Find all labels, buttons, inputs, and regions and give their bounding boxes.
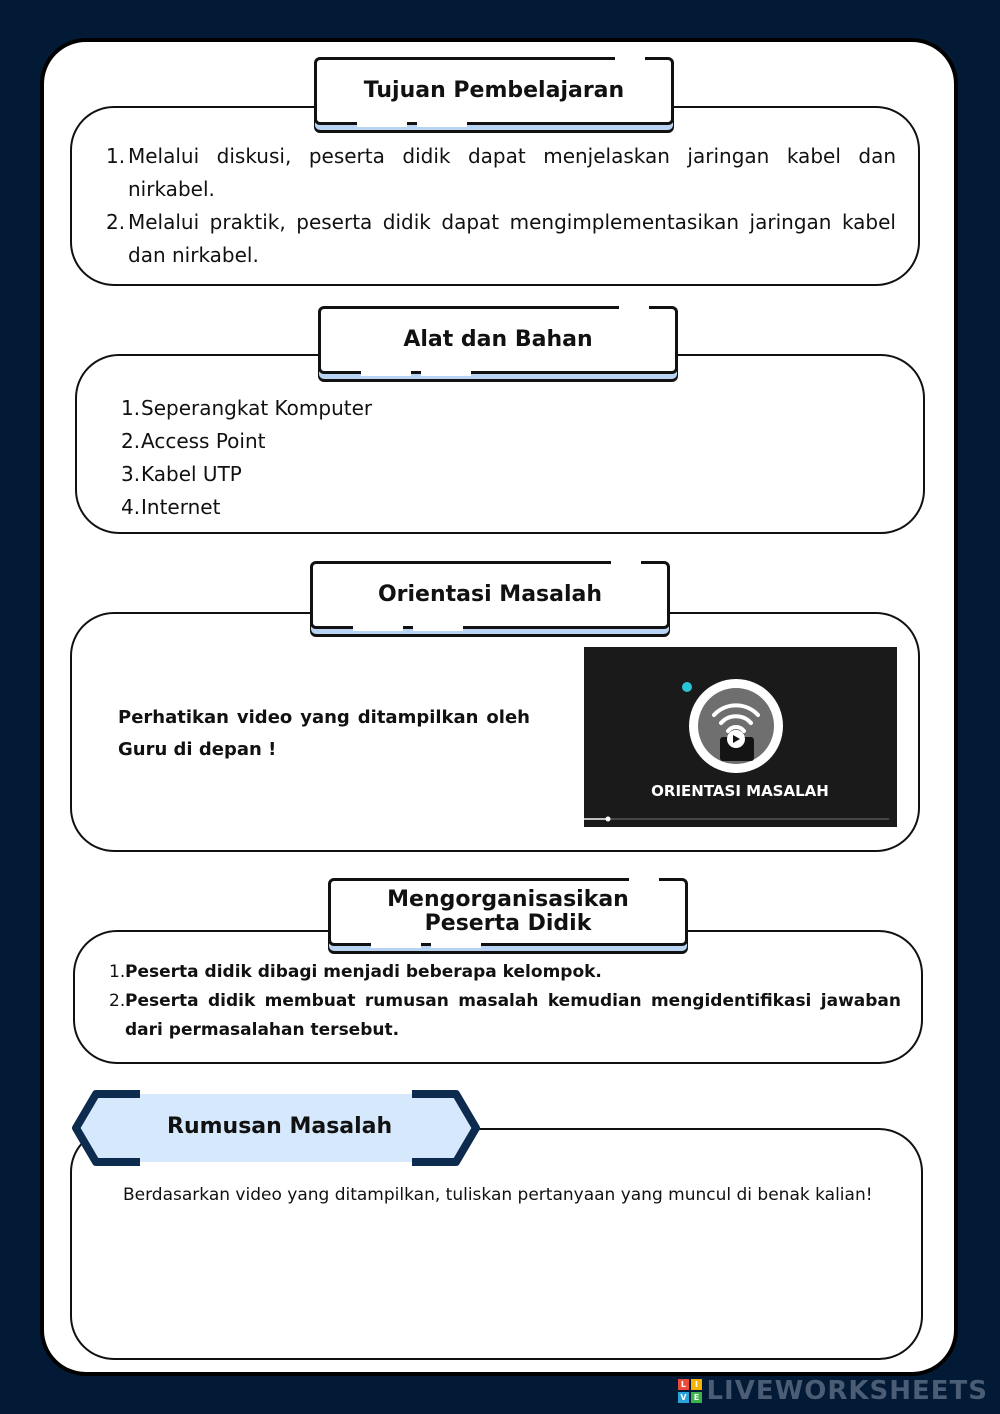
item-number: 1. (109, 962, 126, 982)
item-text: Seperangkat Komputer (141, 396, 373, 420)
list-item (109, 958, 901, 987)
organize-box (73, 930, 923, 1064)
objectives-title (314, 57, 674, 125)
list-item (121, 425, 621, 458)
organize-title-line2: Peserta Didik (424, 911, 592, 936)
list-item (106, 206, 896, 272)
item-text: Peserta didik membuat rumusan masalah kemudian mengidentifikasi jawaban dari permasalahan tersebut. (125, 991, 901, 1040)
item-number: 1. (106, 144, 126, 168)
item-number: 2. (109, 991, 126, 1011)
organize-list (109, 958, 901, 1045)
problem-answer-field[interactable] (112, 1220, 882, 1340)
item-number: 3. (121, 462, 141, 486)
video-frame (584, 647, 897, 827)
item-text: Melalui praktik, peserta didik dapat mengimplementasikan jaringan kabel dan nirkabel. (128, 210, 896, 267)
list-item (121, 392, 621, 425)
problem-formulation-title (72, 1090, 480, 1166)
objectives-title-text: Tujuan Pembelajaran (363, 78, 625, 103)
organize-title (328, 878, 688, 946)
tools-box (75, 354, 925, 534)
orientation-instruction: Perhatikan video yang ditampilkan oleh Guru di depan ! (118, 707, 530, 760)
tools-title-text: Alat dan Bahan (403, 327, 593, 352)
item-number: 2. (106, 210, 126, 234)
objectives-list (106, 140, 896, 272)
problem-formulation-title-text: Rumusan Masalah (167, 1114, 393, 1139)
video-caption: ORIENTASI MASALAH (651, 782, 829, 800)
item-text: Peserta didik dibagi menjadi beberapa kelompok. (125, 962, 602, 982)
item-text: Access Point (141, 429, 266, 453)
tools-title (318, 306, 678, 374)
tools-list (121, 392, 621, 524)
list-item (121, 491, 621, 524)
brand-text: LIVEWORKSHEETS (706, 1376, 988, 1406)
list-item (109, 987, 901, 1045)
accent-dot (682, 682, 692, 692)
item-text: Internet (141, 495, 221, 519)
item-text: Melalui diskusi, peserta didik dapat menjelaskan jaringan kabel dan nirkabel. (128, 144, 896, 201)
item-number: 4. (121, 495, 141, 519)
objectives-box (70, 106, 920, 286)
item-number: 1. (121, 396, 141, 420)
orientation-video[interactable] (584, 647, 897, 827)
orientation-title-text: Orientasi Masalah (377, 582, 603, 607)
list-item (121, 458, 621, 491)
item-text: Kabel UTP (141, 462, 242, 486)
list-item (106, 140, 896, 206)
brand-cubes-icon: L I V E (678, 1379, 702, 1403)
orientation-box (70, 612, 920, 852)
organize-title-line1: Mengorganisasikan (387, 887, 629, 912)
liveworksheets-logo (678, 1374, 988, 1408)
orientation-title (310, 561, 670, 629)
problem-formulation-prompt: Berdasarkan video yang ditampilkan, tuliskan pertanyaan yang muncul di benak kalian! (123, 1185, 873, 1205)
item-number: 2. (121, 429, 141, 453)
